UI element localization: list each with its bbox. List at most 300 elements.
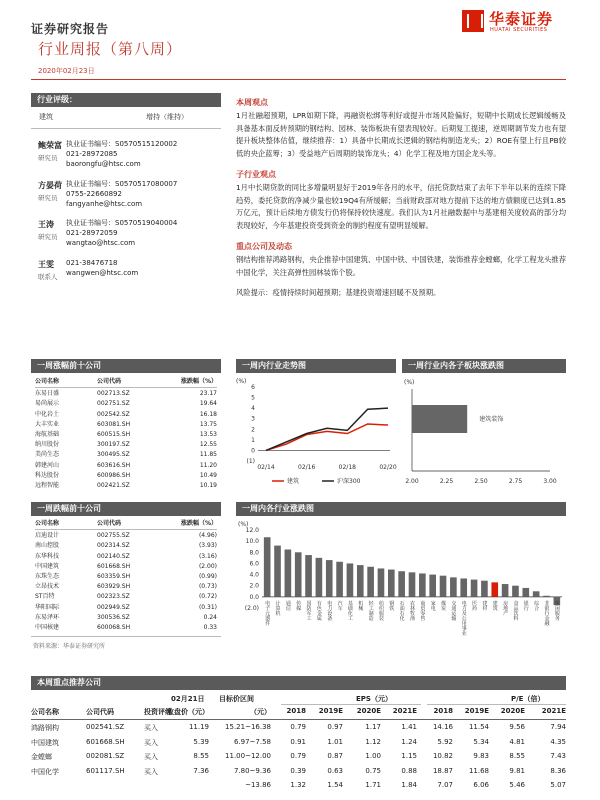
bar-5 [316,558,323,597]
table-row [31,767,566,779]
y-axis-label: (%) [236,378,247,385]
category-label: 建筑 [491,600,498,611]
company-name: 东华科技 [35,552,60,560]
analyst-name: 方晏荷 [38,181,62,190]
analyst-name: 王雯 [38,260,54,269]
cell: 8.55 [193,752,209,760]
y-axis-label: (%) [238,521,249,528]
y-axis-label: (%) [404,379,415,386]
cell: 18.87 [432,766,453,775]
company-name: 大丰实业 [35,420,60,428]
bar-1 [274,546,281,597]
col-header: 2018 [286,707,306,715]
rating-value: 增持（维持） [146,113,188,121]
key-companies-text: 钢结构推荐鸿路钢构，央企推荐中国建筑、中国中铁、中国铁建，装饰推荐金螳螂，化学工程龙头推荐中国化学，关注高弹性园林装饰个股。 [236,255,566,277]
company-name: 启迪设计 [35,532,60,540]
sub-sector-chart [400,375,568,495]
company-code: 300495.SZ [97,451,130,459]
y-tick-label: 10.0 [245,538,259,546]
col-header: 2021E [541,707,566,715]
cell: 4.81 [509,737,525,746]
table-row [35,430,217,440]
category-label: 家电 [429,600,436,611]
change-pct: 12.55 [199,441,217,449]
bar-24 [512,586,519,597]
company-code: 603081.SH [97,420,131,428]
cell: 0.91 [290,737,306,746]
cell: 1.00 [365,752,381,760]
analyst-cert: 执业证书编号：S0570515120002 [66,140,178,148]
eps-divider [281,704,421,705]
category-label: 轻工制造 [367,600,374,621]
change-pct: (0.73) [198,583,217,591]
table-row [35,420,217,430]
change-pct: (4.96) [198,532,217,540]
category-label: 非银行金融 [543,600,550,626]
table-row [35,572,217,582]
category-label: 通信 [284,600,291,611]
cell: 1.54 [327,781,343,789]
cell: 0.87 [327,752,343,760]
company-code: 601668.SH [97,562,131,570]
cell: 8.36 [550,766,566,775]
industries-chart [232,518,568,666]
cell: 5.39 [193,737,209,746]
bar-7 [336,562,343,597]
analyst-card [38,219,228,257]
company-code: 002751.SZ [97,400,130,408]
company-name: 美尚生态 [35,451,60,459]
analyst-phone: 021-28972059 [66,229,118,237]
bar-9 [357,565,364,597]
company-name: 远程智能 [35,481,60,489]
header-divider [31,79,566,80]
analyst-email[interactable]: fangyanhe@htsc.com [66,200,143,208]
company-name: ST百特 [35,593,55,601]
category-label: 休闲服务 [553,600,560,621]
change-pct: 0.24 [203,613,217,621]
chart3-section-header: 一周内各行业涨跌图 [236,502,566,516]
analyst-phone: 021-38476718 [66,259,118,267]
cell: 1.84 [401,781,417,789]
report-type-label: 证券研究报告 [31,22,110,36]
category-label: 基础化工 [346,600,353,621]
cell: 金螳螂 [31,753,52,761]
col-header: 02月21日 [171,695,205,703]
views-panel [236,97,566,300]
x-tick-label: 02/16 [298,464,316,471]
cell: 中国建筑 [31,738,59,747]
rating-section-header: 行业评级： [31,93,221,107]
company-code: 300536.SZ [97,613,130,621]
cell: 6.06 [473,781,489,789]
y-tick-label: 8.0 [249,549,259,557]
risk-warning: 风险提示：疫情持续时间超预期；基建投资增速回暖不及预期。 [236,288,441,297]
cell: 7.80~9.36 [233,766,271,775]
header-divider [31,719,566,720]
cell: 7.07 [437,781,453,789]
bar-21 [481,581,488,597]
col-header: P/E（倍） [511,695,545,703]
company-name: 华阳国际 [35,603,60,611]
company-code: 600068.SH [97,623,131,631]
bar-8 [347,563,354,596]
analyst-role: 研究员 [38,233,58,241]
category-label: 食品饮料 [512,600,519,621]
category-label: 农林牧渔 [409,600,415,621]
bar-20 [471,580,478,597]
company-name: 科达股份 [35,471,60,479]
cell: 1.71 [365,781,381,789]
cell: 8.55 [509,752,525,760]
cell: 0.75 [365,766,381,775]
bar-13 [398,571,405,597]
y-tick-label: 0 [251,447,255,455]
cell: 0.97 [327,723,343,731]
change-pct: (3.16) [198,552,217,560]
cell: 11.00~12.00 [225,752,271,760]
rating-row [31,112,221,124]
company-code: 002755.SZ [97,532,130,540]
cell: 002541.SZ [86,723,125,731]
company-name: 东易日盛 [35,390,60,398]
table-header-row [35,519,217,529]
table-row [35,471,217,481]
cell: 002081.SZ [86,752,125,760]
col-header: 2018 [433,707,453,715]
y-tick-label: 2.0 [249,582,259,590]
cell: ~13.86 [245,781,271,789]
table-row [35,623,217,633]
company-name: 易尚展示 [35,400,60,408]
change-pct: 13.53 [199,430,217,438]
cell: 0.79 [290,723,306,731]
rating-divider [31,128,221,129]
losers-section-header: 一周跌幅前十公司 [31,502,221,516]
category-label: 综合 [533,600,540,611]
cell: 11.19 [188,723,209,731]
analyst-role: 研究员 [38,194,58,202]
analyst-role: 研究员 [38,154,58,162]
cell: 5.34 [473,737,489,746]
col-header: EPS（元） [356,695,392,703]
analyst-card [38,180,228,218]
cell: 6.97~7.58 [233,737,271,746]
table-row [35,552,217,562]
cell: 1.32 [290,781,306,789]
category-label: 机械 [357,600,364,611]
col-header: 公司名称 [31,708,59,716]
bar-construction-decoration [412,405,467,433]
change-pct: 11.20 [199,461,217,469]
category-label: 钢铁 [388,600,395,611]
table-header-divider [35,387,217,388]
col-header: 2020E [356,707,381,715]
category-label: 纺织服装 [377,600,384,621]
y-tick-label: 3 [251,415,255,423]
bar-10 [367,567,374,597]
table-row [35,562,217,572]
category-label: 电子元器件 [264,600,271,626]
cell: 601117.SH [86,766,125,775]
bar-0 [264,537,271,597]
cell: 1.41 [401,723,417,731]
brand-name-en: HUATAI SECURITIES [490,27,548,33]
category-label: 银行 [522,600,529,611]
change-pct: 23.17 [199,390,217,398]
gainers-table [35,377,217,491]
key-companies-title: 重点公司及动态 [236,242,292,251]
cell: 5.07 [550,781,566,789]
y-tick-label: (2.0) [244,605,259,612]
cell: 鸿路钢构 [31,724,59,732]
col-header: 目标价区间 [219,695,254,703]
table-row [35,389,217,399]
cell: 买入 [144,738,158,747]
cell: 601668.SH [86,737,125,746]
col-header: 涨跌幅（%） [180,378,217,385]
col-header: 2019E [464,707,489,715]
analyst-card [38,259,228,297]
company-code: 002314.SZ [97,542,130,550]
col-header: 2021E [392,707,417,715]
category-label: 国防军工 [305,600,312,621]
bar-11 [378,568,385,596]
bar-22 [491,582,498,596]
company-code: 600986.SH [97,471,131,479]
bar-17 [440,576,447,597]
report-title: 行业周报（第八周） [38,40,183,58]
cell: 5.92 [437,737,453,746]
y-tick-label: (1) [246,458,255,465]
change-pct: 10.19 [199,481,217,489]
table-header-row [31,694,566,704]
col-header: 收盘价（元） [167,708,209,716]
col-header: 公司代码 [97,520,122,527]
pe-divider [427,704,566,705]
y-tick-label: 4 [251,405,255,413]
cell: 7.36 [193,766,209,775]
y-tick-label: 12.0 [245,527,259,534]
recommend-table [31,692,566,800]
bar-14 [409,572,416,597]
bar-23 [502,584,509,597]
weekly-view-text: 1月社融超预期，LPR如期下降，再融资松绑等利好或提升市场风险偏好，短期中长期成长逻辑缓畅及具备基本面反转预期的钢结构、园林、装饰板块有望表现较好。后期复工提速，逆周期调节发力也有望提升板块整体估值，继续推荐：1）具备中长期成长逻辑的钢结构制造龙头；2）ROE有望上行且PB较低的央企蓝筹；3）受益地产后周期的装饰龙头；4）化学工程及地方国企龙头等。 [236,111,566,158]
category-label: 传媒 [295,600,302,611]
bar-12 [388,570,395,597]
losers-source: 资料来源：华泰证券研究所 [33,643,106,650]
y-tick-label: 4.0 [249,571,259,579]
y-tick-label: 6.0 [249,560,259,568]
cell: 5.46 [509,781,525,789]
x-tick-label: 3.00 [543,478,557,485]
cell: 买入 [144,753,158,761]
company-code: 002949.SZ [97,603,130,611]
x-tick-label: 02/20 [379,464,397,471]
table-row [35,440,217,450]
col-header: 公司名称 [35,520,60,527]
bar-26 [533,591,540,597]
change-pct: 19.64 [199,400,217,408]
company-name: 中国核建 [35,623,60,631]
analyst-email[interactable]: wangwen@htsc.com [66,269,139,277]
cell: 11.68 [468,766,489,775]
cell: 0.79 [290,752,306,760]
col-header: 公司代码 [86,708,114,716]
company-code: 600515.SH [97,430,131,438]
cell: 10.82 [432,752,453,760]
company-code: 002542.SZ [97,410,130,418]
bar-6 [326,560,333,597]
legend-label: 沪深300 [337,478,361,485]
table-row [31,752,566,764]
cell: 1.24 [401,737,417,746]
company-code: 002140.SZ [97,552,130,560]
bar-4 [305,555,312,597]
analyst-email[interactable]: wangtao@htsc.com [66,239,136,247]
company-code: 603359.SH [97,572,131,580]
company-code: 002323.SZ [97,593,130,601]
industry-trend-chart [232,375,402,495]
losers-divider [31,636,221,637]
table-row [35,481,217,491]
company-code: 603616.SH [97,461,131,469]
table-row [31,738,566,750]
bar-2 [285,550,292,597]
cell: 0.88 [401,766,417,775]
analyst-cert: 执业证书编号：S0570519040004 [66,219,178,227]
table-row [35,531,217,541]
cell: 1.12 [365,737,381,746]
change-pct: (0.31) [198,603,217,611]
bar-19 [460,578,467,596]
company-code: 002421.SZ [97,481,130,489]
cell: 9.56 [509,723,525,731]
col-header: 投资评级 [144,708,172,716]
legend-label: 建筑 [287,478,300,485]
table-header-divider [35,529,217,530]
table-row [35,582,217,592]
analyst-phone: 021-28972085 [66,150,118,158]
bar-16 [429,575,436,597]
cell: 15.21~16.38 [225,723,271,731]
company-name: 纳川股份 [35,441,60,449]
change-pct: (2.00) [198,562,217,570]
company-name: 东易泽环 [35,613,60,621]
cell: 中国化学 [31,767,59,776]
category-label: 房地产 [502,600,509,616]
cell: 7.43 [550,752,566,760]
company-code: 002713.SZ [97,390,130,398]
change-pct: 11.85 [199,451,217,459]
company-name: 立昂技术 [35,583,60,591]
cell: 买入 [144,767,158,776]
gainers-section-header: 一周涨幅前十公司 [31,359,221,373]
cell: 1.17 [365,723,381,731]
table-row [35,450,217,460]
x-tick-label: 2.00 [405,478,419,485]
bar-27 [543,596,550,597]
table-row [35,603,217,613]
cell: 4.35 [550,737,566,746]
table-header-row [31,707,566,717]
category-label: 电力及公用事业 [460,600,467,636]
company-name: 中化岩土 [35,410,60,418]
col-header: 公司代码 [97,378,122,385]
table-header-row [35,377,217,387]
bar-18 [450,577,457,597]
x-tick-label: 2.50 [474,478,488,485]
category-label: 商贸零售 [419,600,426,621]
table-row [35,410,217,420]
x-tick-label: 02/14 [257,464,275,471]
company-code: 603929.SH [97,583,131,591]
change-pct: (0.72) [198,593,217,601]
col-header: 公司名称 [35,378,60,385]
company-name: 中国建筑 [35,562,60,570]
analyst-name: 王涛 [38,220,54,229]
category-label: 煤炭 [440,600,447,611]
company-name: 东珠生态 [35,572,60,580]
category-label: 交通运输 [450,600,457,621]
table-row [35,461,217,471]
category-label: 石油石化 [398,600,405,621]
report-date: 2020年02月23日 [38,67,95,75]
analyst-name: 鲍荣富 [38,141,62,150]
category-label: 计算机 [274,600,281,616]
cell: 14.16 [432,723,453,731]
category-label: 建材 [481,600,488,611]
bar-3 [295,552,302,597]
analyst-phone: 0755-22660892 [66,190,122,198]
table-row [35,592,217,602]
analyst-cert: 执业证书编号：S0570517080007 [66,180,178,188]
rating-industry: 建筑 [39,113,53,121]
analyst-card [38,140,228,178]
y-tick-label: 0.0 [249,593,259,601]
bar-label: 建筑装饰 [479,416,504,423]
brand-name: 华泰证券 [489,10,554,28]
x-tick-label: 2.75 [508,478,523,485]
weekly-view-title: 本周观点 [236,98,268,107]
cell: 7.94 [550,723,566,731]
change-pct: 13.75 [199,420,217,428]
change-pct: (3.93) [198,542,217,550]
col-header: 涨跌幅（%） [180,520,217,527]
brand-logo-icon [462,10,484,32]
recommend-section-header: 本周重点推荐公司 [31,676,566,690]
analyst-role: 联系人 [38,273,58,281]
cell: 0.39 [290,766,306,775]
change-pct: 16.18 [199,410,217,418]
category-label: 医药 [471,600,478,611]
table-row [31,723,566,735]
change-pct: 10.49 [199,471,217,479]
sub-industry-view-title: 子行业观点 [236,170,276,179]
analyst-email[interactable]: baorongfu@htsc.com [66,160,141,168]
bar-15 [419,573,426,596]
col-header: （元） [250,708,271,716]
cell: 0.63 [327,766,343,775]
y-tick-label: 6 [251,384,255,391]
sub-industry-view-text: 1月中长期贷款的同比多增量明显好于2019年各月的水平，信托贷款结束了去年下半年以来的连续下降趋势，委托贷款的净减少量也较19Q4有所缓解；当前财政部对地方提前下达的地方债额度已达到1.85万亿元，预计后续地方债发行仍将保持较快速度。我们认为1月社融数据中与基建相关度较高的部分均表现较好，今年基建投资受到资金的制约程度有望明显缓解。 [236,183,566,230]
chart2-section-header: 一周行业内各子板块涨跌图 [402,359,566,373]
table-row [31,781,566,793]
bar-25 [522,588,529,597]
company-name: 韩建河山 [35,461,60,469]
x-tick-label: 02/18 [338,464,356,471]
x-tick-label: 2.25 [439,478,454,485]
